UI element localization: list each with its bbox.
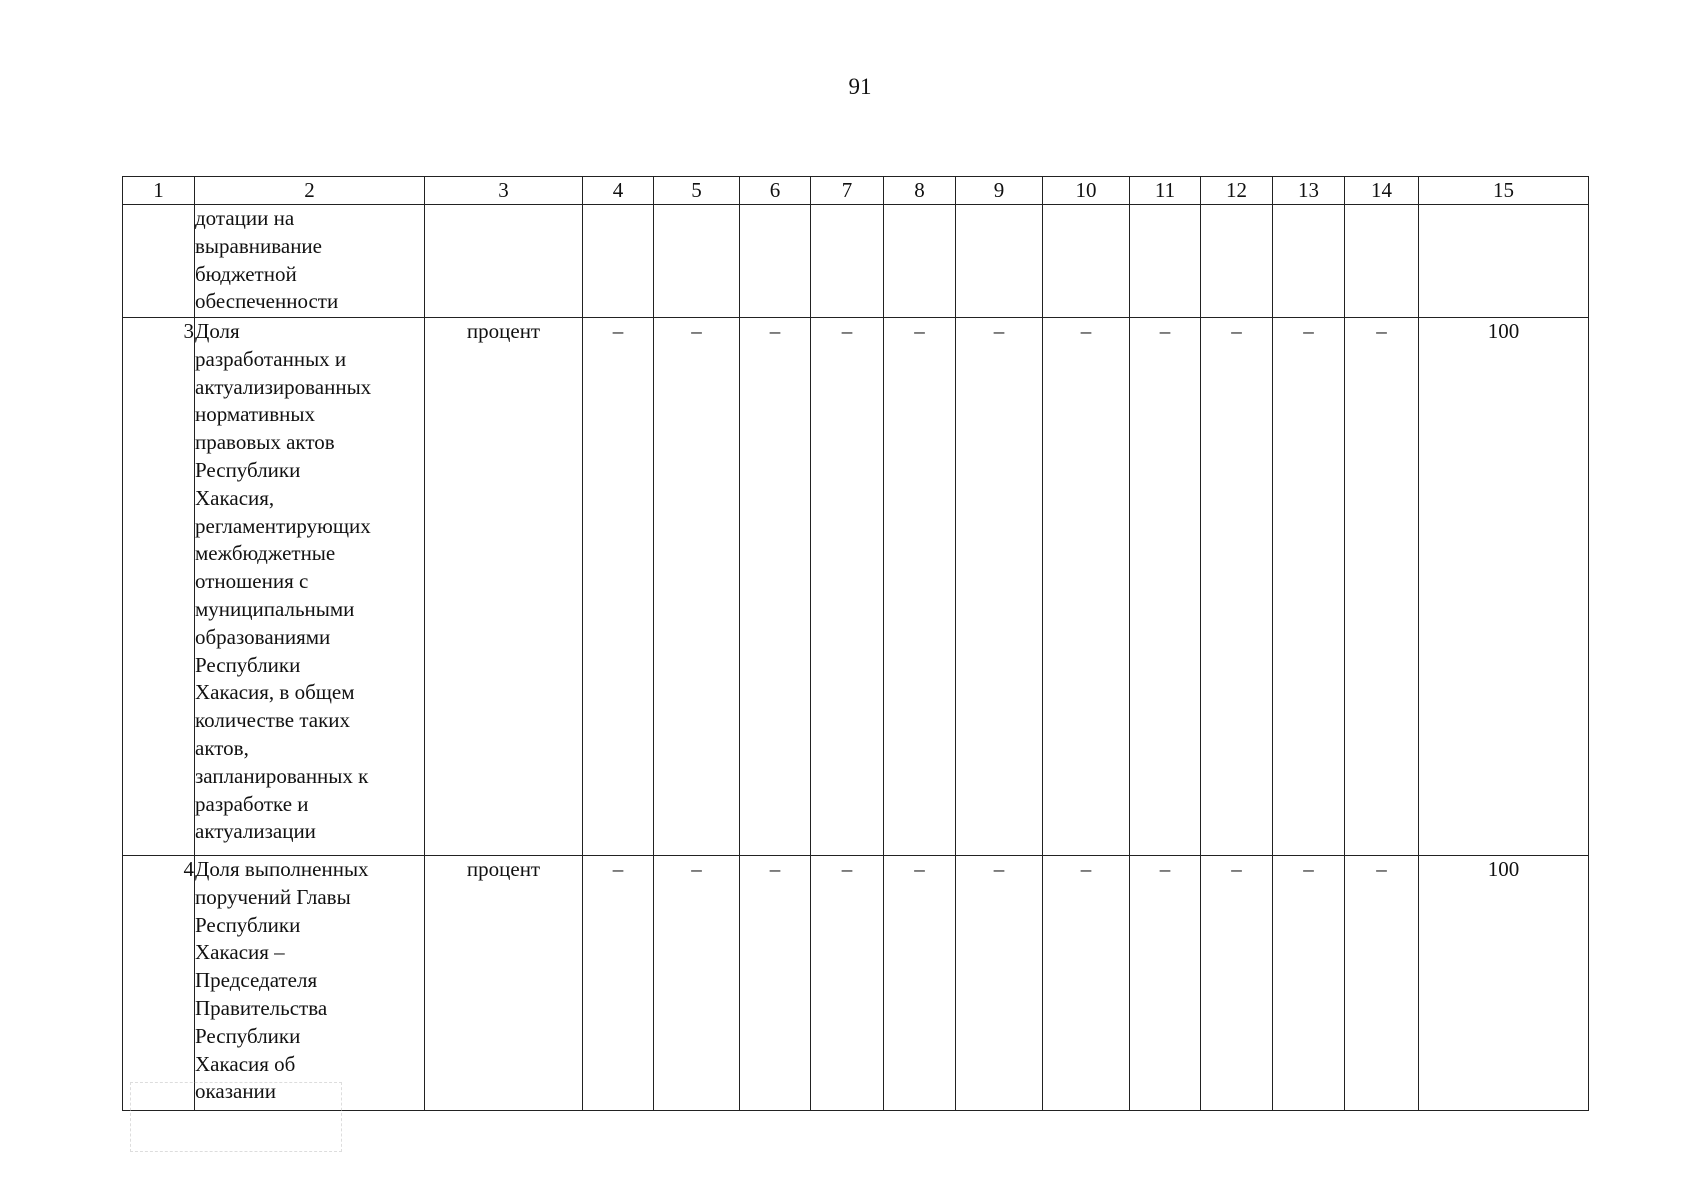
value-cell: – bbox=[654, 856, 740, 1111]
indicator-name-line: обеспеченности bbox=[195, 289, 339, 314]
header-row bbox=[123, 177, 1589, 205]
value-cell: – bbox=[811, 318, 884, 856]
value-cell bbox=[740, 205, 811, 318]
indicator-name-line: Республики bbox=[195, 457, 301, 482]
indicator-name-line: муниципальными bbox=[195, 596, 355, 621]
table-header bbox=[123, 177, 1589, 205]
value-cell bbox=[1345, 205, 1419, 318]
column-header: 6 bbox=[740, 177, 811, 205]
value-cell: – bbox=[583, 318, 654, 856]
indicator-name-line: отношения с bbox=[195, 569, 309, 594]
indicator-name-line: дотации на bbox=[195, 206, 295, 230]
table-row bbox=[123, 205, 1589, 318]
indicator-name-line: разработке и bbox=[195, 791, 309, 816]
unit-cell bbox=[425, 205, 583, 318]
column-header: 13 bbox=[1273, 177, 1345, 205]
column-header: 2 bbox=[195, 177, 425, 205]
value-cell bbox=[811, 205, 884, 318]
value-cell bbox=[1130, 205, 1201, 318]
column-header: 14 bbox=[1345, 177, 1419, 205]
column-header: 10 bbox=[1043, 177, 1130, 205]
indicator-name-line: запланированных к bbox=[195, 763, 369, 788]
indicator-name bbox=[195, 318, 425, 856]
value-cell: – bbox=[1130, 318, 1201, 856]
unit-cell: процент bbox=[425, 318, 583, 856]
value-cell: – bbox=[1273, 856, 1345, 1111]
indicator-name-line: оказании bbox=[195, 1079, 277, 1104]
value-cell: – bbox=[956, 318, 1043, 856]
indicator-name-line: Хакасия, bbox=[195, 485, 275, 510]
indicator-name-line: Доля выполненных bbox=[195, 857, 369, 881]
indicator-name-line: Хакасия – bbox=[195, 940, 285, 965]
target-value-cell: 100 bbox=[1419, 856, 1589, 1111]
indicator-name-line: бюджетной bbox=[195, 261, 297, 286]
column-header: 1 bbox=[123, 177, 195, 205]
value-cell bbox=[956, 205, 1043, 318]
value-cell: – bbox=[740, 856, 811, 1111]
indicator-name-line: разработанных и bbox=[195, 346, 347, 371]
column-header: 4 bbox=[583, 177, 654, 205]
indicator-name bbox=[195, 205, 425, 318]
value-cell: – bbox=[884, 318, 956, 856]
indicator-name-line: нормативных bbox=[195, 402, 316, 427]
value-cell: – bbox=[956, 856, 1043, 1111]
column-header: 5 bbox=[654, 177, 740, 205]
value-cell: – bbox=[1043, 856, 1130, 1111]
indicator-name-line: Хакасия, в общем bbox=[195, 680, 355, 705]
row-number: 4 bbox=[123, 856, 195, 1111]
value-cell: – bbox=[1201, 318, 1273, 856]
target-value-cell: 100 bbox=[1419, 318, 1589, 856]
indicator-name-line: актуализированных bbox=[195, 374, 372, 399]
value-cell bbox=[884, 205, 956, 318]
value-cell bbox=[1043, 205, 1130, 318]
indicator-name-line: Республики bbox=[195, 1023, 301, 1048]
indicator-name-line: актов, bbox=[195, 735, 249, 760]
indicator-name-line: межбюджетные bbox=[195, 541, 336, 566]
indicator-name-line: выравнивание bbox=[195, 233, 322, 258]
value-cell: – bbox=[884, 856, 956, 1111]
indicator-name-line: поручений Главы bbox=[195, 884, 351, 909]
value-cell bbox=[1201, 205, 1273, 318]
page-number: 91 bbox=[848, 74, 872, 99]
indicator-name-line: Республики bbox=[195, 652, 301, 677]
indicator-name-line: правовых актов bbox=[195, 430, 335, 455]
indicator-name-line: Хакасия об bbox=[195, 1051, 296, 1076]
target-value-cell bbox=[1419, 205, 1589, 318]
indicator-name-line: Республики bbox=[195, 912, 301, 937]
indicator-name-line: образованиями bbox=[195, 624, 331, 649]
table-row bbox=[123, 318, 1589, 856]
column-header: 7 bbox=[811, 177, 884, 205]
value-cell: – bbox=[811, 856, 884, 1111]
unit-cell: процент bbox=[425, 856, 583, 1111]
indicator-name bbox=[195, 856, 425, 1111]
table-body bbox=[123, 205, 1589, 1111]
value-cell bbox=[1273, 205, 1345, 318]
value-cell: – bbox=[740, 318, 811, 856]
value-cell: – bbox=[1130, 856, 1201, 1111]
column-header: 3 bbox=[425, 177, 583, 205]
column-header: 9 bbox=[956, 177, 1043, 205]
value-cell bbox=[583, 205, 654, 318]
value-cell: – bbox=[1201, 856, 1273, 1111]
indicator-name-line: Председателя bbox=[195, 968, 318, 993]
row-number: 3 bbox=[123, 318, 195, 856]
table-row bbox=[123, 856, 1589, 1111]
column-header: 8 bbox=[884, 177, 956, 205]
indicator-name-line: Доля bbox=[195, 319, 240, 343]
row-number bbox=[123, 205, 195, 318]
indicator-name-line: количестве таких bbox=[195, 708, 351, 733]
value-cell: – bbox=[1273, 318, 1345, 856]
value-cell: – bbox=[654, 318, 740, 856]
value-cell: – bbox=[1043, 318, 1130, 856]
indicator-table bbox=[122, 176, 1589, 1111]
value-cell bbox=[654, 205, 740, 318]
column-header: 11 bbox=[1130, 177, 1201, 205]
indicator-name-line: актуализации bbox=[195, 819, 316, 844]
column-header: 12 bbox=[1201, 177, 1273, 205]
indicator-name-line: регламентирующих bbox=[195, 513, 371, 538]
value-cell: – bbox=[1345, 856, 1419, 1111]
value-cell: – bbox=[583, 856, 654, 1111]
indicator-name-line: Правительства bbox=[195, 995, 328, 1020]
value-cell: – bbox=[1345, 318, 1419, 856]
column-header: 15 bbox=[1419, 177, 1589, 205]
scan-artifact bbox=[130, 1082, 342, 1152]
